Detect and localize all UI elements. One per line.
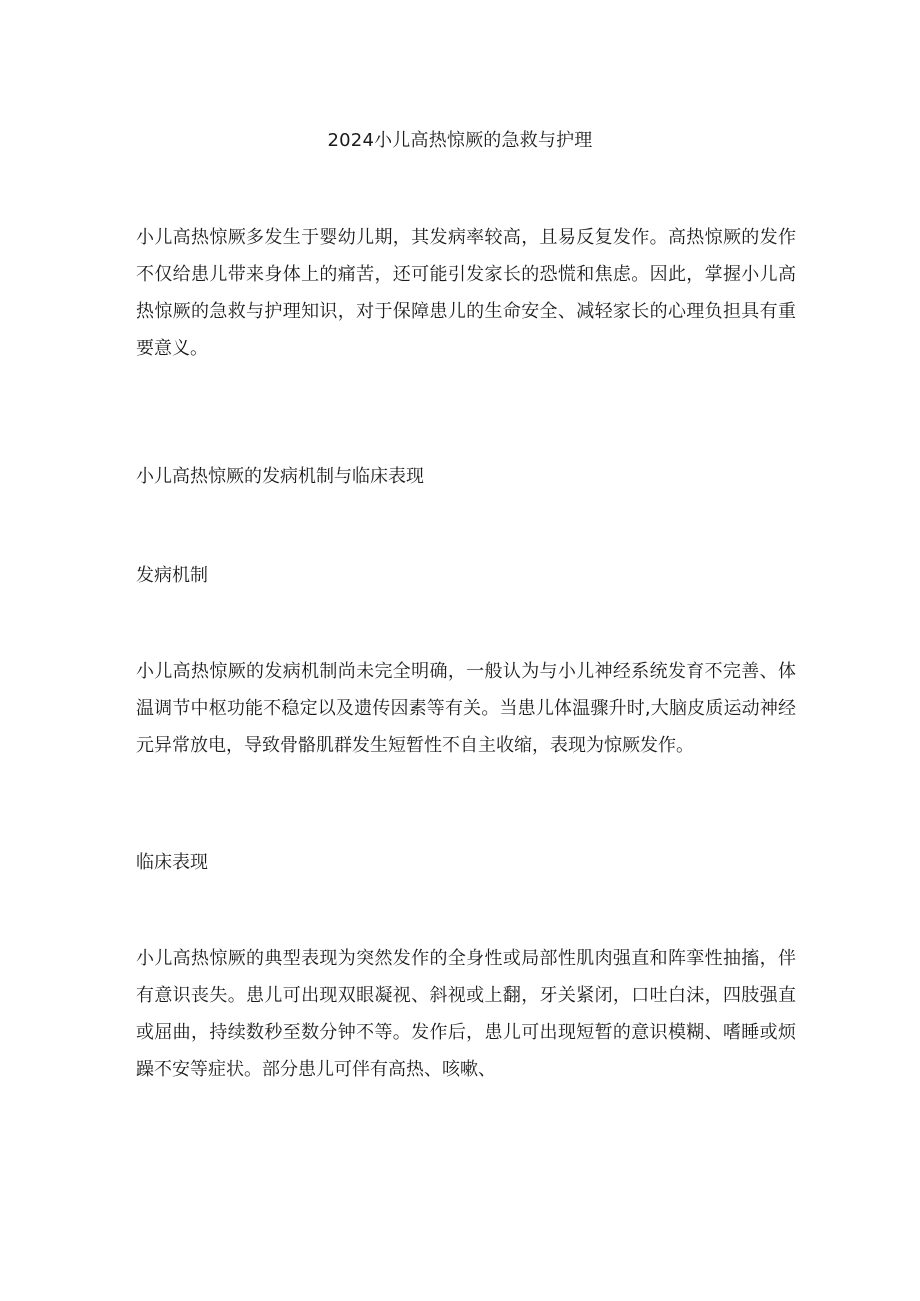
document-title: 2024小儿高热惊厥的急救与护理	[327, 130, 593, 151]
clinical-heading: 临床表现	[136, 852, 208, 873]
section-heading: 小儿高热惊厥的发病机制与临床表现	[136, 466, 424, 487]
mechanism-heading: 发病机制	[136, 565, 208, 586]
clinical-paragraph: 小儿高热惊厥的典型表现为突然发作的全身性或局部性肌肉强直和阵挛性抽搐，伴有意识丧失。患儿可出现双眼凝视、斜视或上翻，牙关紧闭，口吐白沫，四肢强直或屈曲，持续数秒至数分钟不等。发作后，患儿可出现短暂的意识模糊、嗜睡或烦躁不安等症状。部分患儿可伴有高热、咳嗽、	[136, 948, 796, 1080]
intro-paragraph: 小儿高热惊厥多发生于婴幼儿期，其发病率较高，且易反复发作。高热惊厥的发作不仅给患儿带来身体上的痛苦，还可能引发家长的恐慌和焦虑。因此，掌握小儿高热惊厥的急救与护理知识，对于保障患儿的生命安全、减轻家长的心理负担具有重要意义。	[136, 227, 796, 359]
mechanism-paragraph: 小儿高热惊厥的发病机制尚未完全明确，一般认为与小儿神经系统发育不完善、体温调节中枢功能不稳定以及遗传因素等有关。当患儿体温骤升时,大脑皮质运动神经元异常放电，导致骨骼肌群发生短暂性不自主收缩，表现为惊厥发作。	[136, 661, 796, 756]
